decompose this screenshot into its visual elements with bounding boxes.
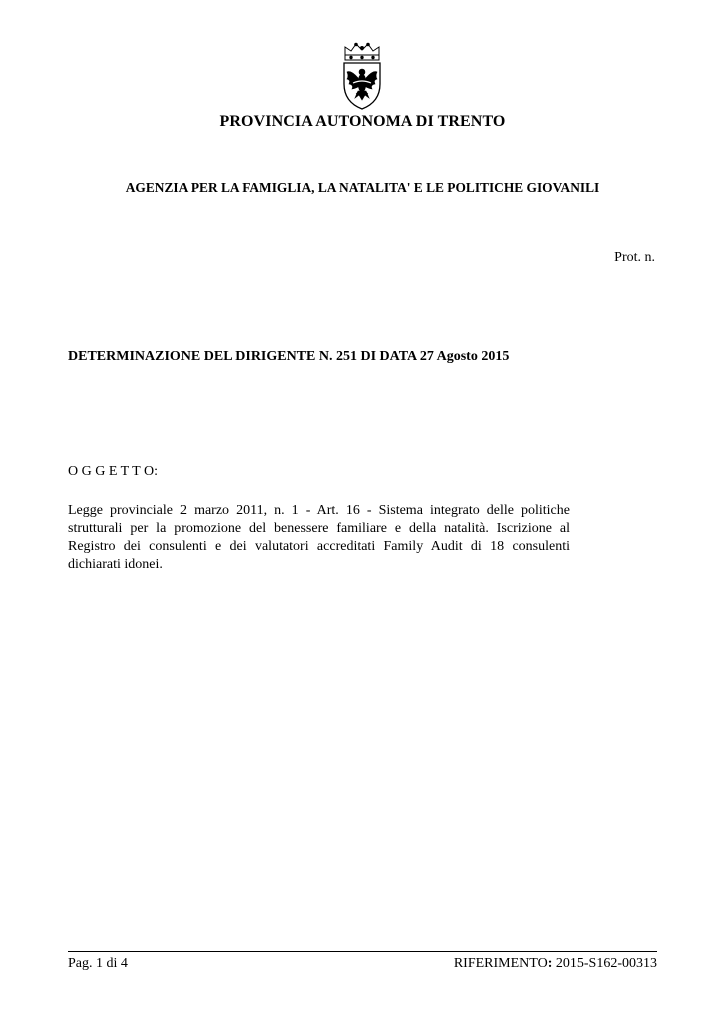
reference-code	[454, 956, 657, 972]
reference-colon: :	[547, 956, 553, 971]
subject-label: O G G E T T O:	[68, 464, 158, 479]
trento-eagle-crest-icon	[337, 42, 387, 112]
determination-title: DETERMINAZIONE DEL DIRIGENTE N. 251 DI DATA 27 Agosto 2015	[68, 349, 510, 364]
footer-divider	[68, 951, 657, 952]
subject-text: Legge provinciale 2 marzo 2011, n. 1 - Art. 16 - Sistema integrato delle politiche strutturali per la promozione del benessere familiare e della natalità. Iscrizione al Registro dei consulenti e dei valutatori accreditati Family Audit di 18 consulenti dichiarati idonei.	[68, 503, 570, 572]
reference-label: RIFERIMENTO	[453, 956, 548, 971]
province-title: PROVINCIA AUTONOMA DI TRENTO	[219, 113, 506, 130]
agency-title: AGENZIA PER LA FAMIGLIA, LA NATALITA' E LE POLITICHE GIOVANILI	[125, 180, 600, 195]
protocol-number-label: Prot. n.	[614, 250, 655, 265]
page-number: Pag. 1 di 4	[68, 956, 128, 971]
reference-value: 2015-S162-00313	[555, 956, 657, 971]
crown-icon	[345, 43, 379, 60]
